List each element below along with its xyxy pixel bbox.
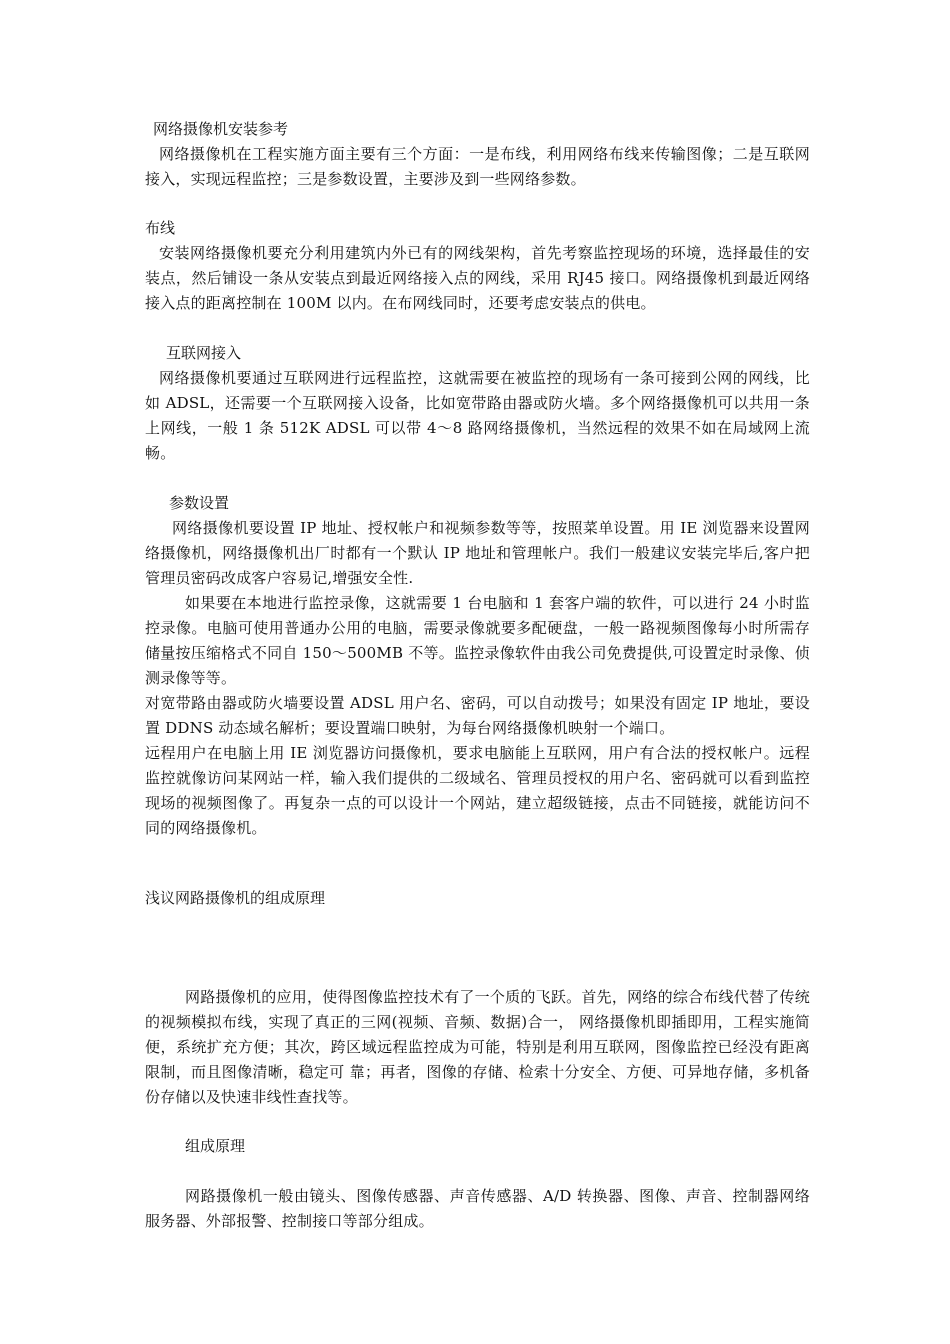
- section-body-internet: 网络摄像机要通过互联网进行远程监控，这就需要在被监控的现场有一条可接到公网的网线，比如 ADSL，还需要一个互联网接入设备，比如宽带路由器或防火墙。多个网络摄像机可以共用一条上网线，一般 1 条 512K ADSL 可以带 4～8 路网络摄像机，当然远程的效果不如在局域网上流畅。: [145, 369, 810, 462]
- remote-access-paragraph: 远程用户在电脑上用 IE 浏览器访问摄像机，要求电脑能上互联网，用户有合法的授权帐户。远程监控就像访问某网站一样，输入我们提供的二级域名、管理员授权的用户名、密码就可以看到监控现场的视频图像了。再复杂一点的可以设计一个网站，建立超级链接，点击不同链接，就能访问不同的网络摄像机。: [145, 744, 810, 837]
- article2-title: 浅议网路摄像机的组成原理: [145, 889, 326, 907]
- section-heading-wiring: 布线: [145, 219, 176, 237]
- article2-body: 网路摄像机一般由镜头、图像传感器、声音传感器、A/D 转换器、图像、声音、控制器网络服务器、外部报警、控制接口等部分组成。: [145, 1187, 810, 1230]
- router-paragraph: 对宽带路由器或防火墙要设置 ADSL 用户名、密码，可以自动拨号；如果没有固定 IP 地址，要设置 DDNS 动态域名解析；要设置端口映射，为每台网络摄像机映射一个端口。: [145, 694, 810, 737]
- document-title: 网络摄像机安装参考: [153, 120, 289, 138]
- section-body-wiring: 安装网络摄像机要充分利用建筑内外已有的网线架构，首先考察监控现场的环境，选择最佳的安装点，然后铺设一条从安装点到最近网络接入点的网线，采用 RJ45 接口。网络摄像机到最近网络接入点的距离控制在 100M 以内。在布网线同时，还要考虑安装点的供电。: [145, 244, 810, 312]
- article2-intro: 网路摄像机的应用，使得图像监控技术有了一个质的飞跃。首先，网络的综合布线代替了传统的视频模拟布线，实现了真正的三网(视频、音频、数据)合一， 网络摄像机即插即用，工程实施简便，系统扩充方便；其次，跨区域远程监控成为可能，特别是利用互联网，图像监控已经没有距离限制，而且图像清晰，稳定可 靠；再者，图像的存储、检索十分安全、方便、可异地存储，多机备份存储以及快速非线性查找等。: [145, 988, 810, 1106]
- section-body-settings: 网络摄像机要设置 IP 地址、授权帐户和视频参数等等，按照菜单设置。用 IE 浏览器来设置网络摄像机，网络摄像机出厂时都有一个默认 IP 地址和管理帐户。我们一般建议安装完毕后,客户把管理员密码改成客户容易记,增强安全性.: [145, 519, 810, 587]
- intro-paragraph: 网络摄像机在工程实施方面主要有三个方面：一是布线，利用网络布线来传输图像；二是互联网接入，实现远程监控；三是参数设置，主要涉及到一些网络参数。: [145, 145, 810, 188]
- recording-paragraph: 如果要在本地进行监控录像，这就需要 1 台电脑和 1 套客户端的软件，可以进行 24 小时监控录像。电脑可使用普通办公用的电脑，需要录像就要多配硬盘，一般一路视频图像每小时所需存储量按压缩格式不同自 150～500MB 不等。监控录像软件由我公司免费提供,可设置定时录像、侦测录像等等。: [145, 594, 810, 687]
- section-heading-internet: 互联网接入: [166, 344, 242, 362]
- section-heading-settings: 参数设置: [169, 494, 230, 512]
- article2-subheading: 组成原理: [185, 1137, 246, 1155]
